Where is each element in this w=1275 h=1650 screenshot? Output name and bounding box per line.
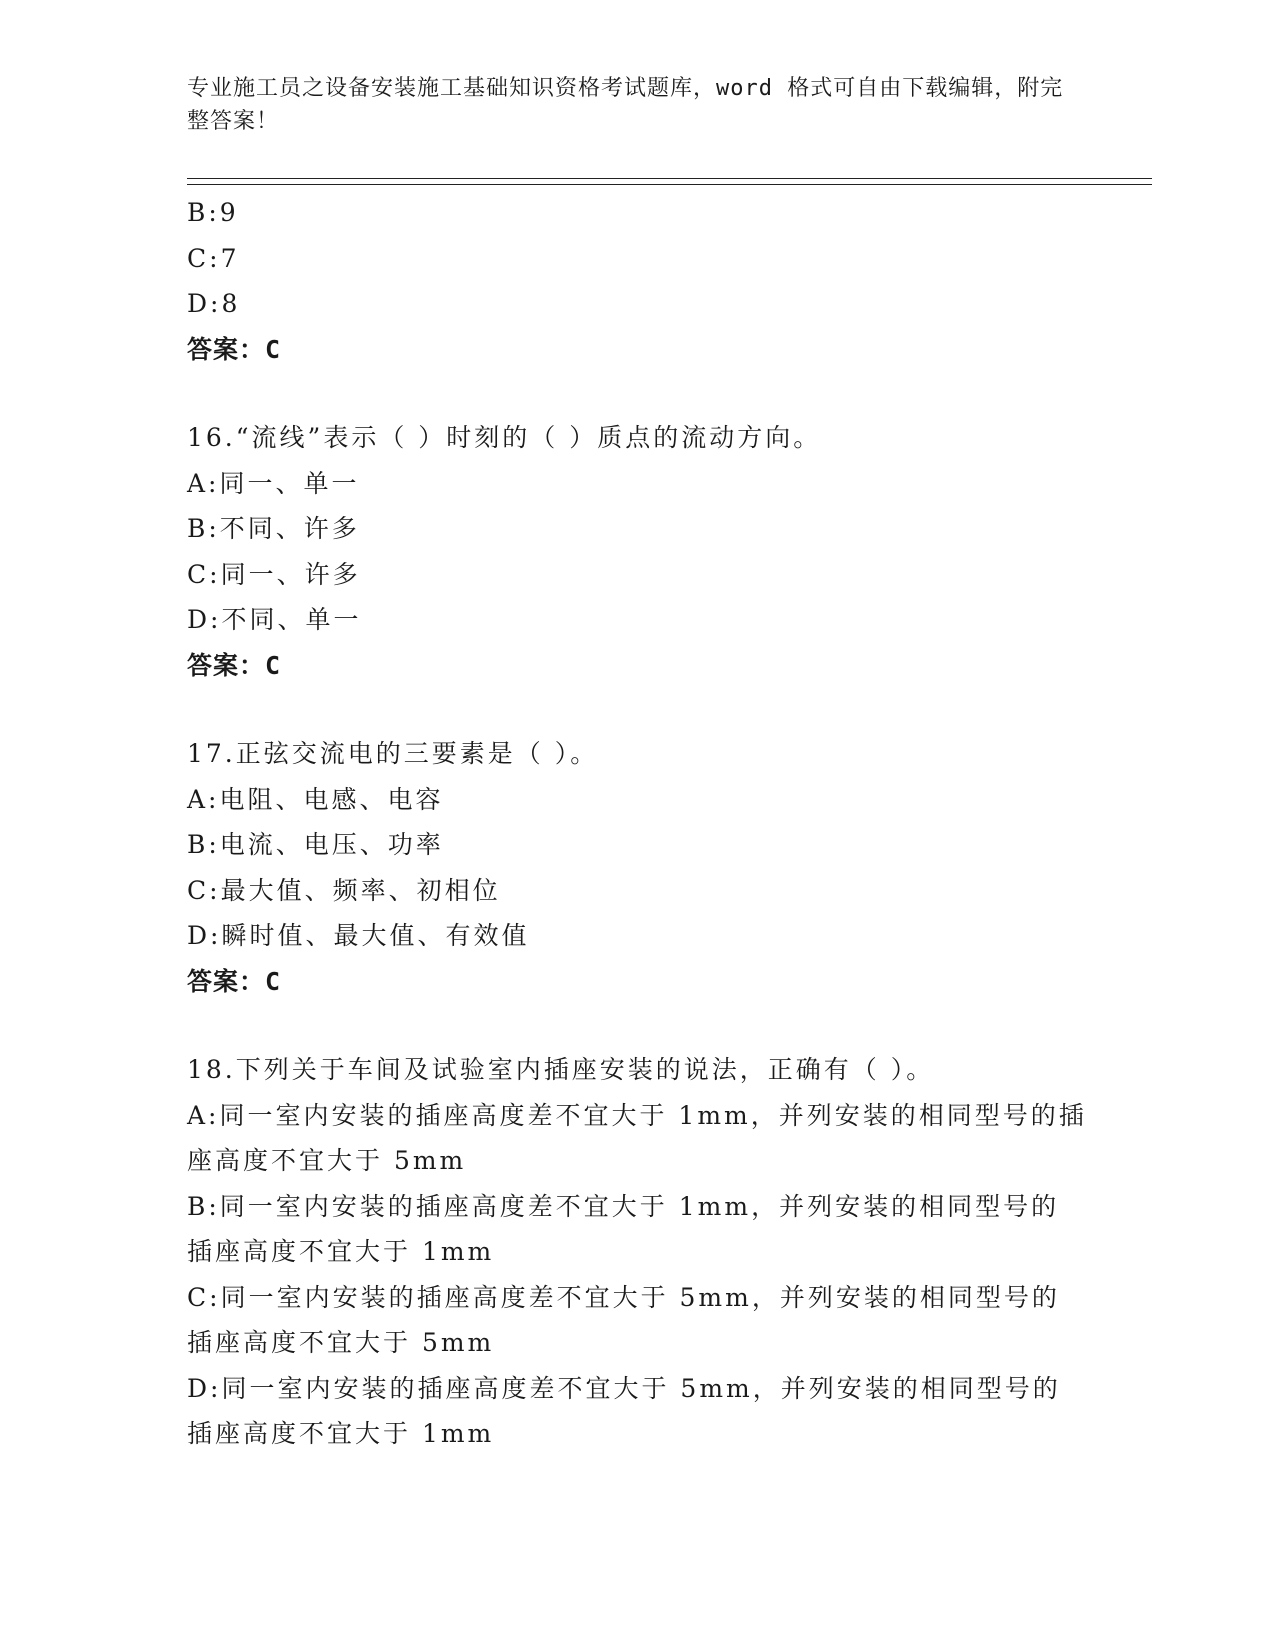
- option-b: B:电流、电压、功率: [187, 830, 444, 859]
- option-b: B:不同、许多: [187, 514, 360, 543]
- question-stem: 16.“流线”表示（ ）时刻的（ ）质点的流动方向。: [187, 423, 822, 452]
- option-d: D:瞬时值、最大值、有效值: [187, 921, 530, 950]
- document-title: 专业施工员之设备安装施工基础知识资格考试题库，word 格式可自由下载编辑，附完整答案！: [187, 76, 1064, 134]
- question-content: [187, 190, 1087, 1457]
- option-a: A:电阻、电感、电容: [187, 784, 444, 814]
- option-a: A:同一、单一: [187, 468, 360, 498]
- option-b: B:同一室内安装的插座高度差不宜大于 1mm，并列安装的相同型号的插座高度不宜大于 1mm: [187, 1191, 1060, 1266]
- answer-line: 答案：C: [187, 650, 282, 680]
- option-b: B:9: [187, 198, 239, 227]
- question-18: [187, 1047, 1087, 1457]
- question-stem: 18.下列关于车间及试验室内插座安装的说法，正确有（ ）。: [187, 1055, 935, 1084]
- answer-line: 答案：C: [187, 334, 282, 364]
- question-15-tail: [187, 190, 1087, 372]
- option-c: C:7: [187, 243, 240, 273]
- answer-line: 答案：C: [187, 966, 282, 996]
- document-header: [187, 72, 1067, 138]
- question-17: [187, 731, 1087, 1004]
- option-c: C:同一、许多: [187, 559, 361, 589]
- option-d: D:不同、单一: [187, 605, 362, 634]
- option-a: A:同一室内安装的插座高度差不宜大于 1mm，并列安装的相同型号的插座高度不宜大于 5mm: [187, 1100, 1087, 1175]
- question-stem: 17.正弦交流电的三要素是（ ）。: [187, 739, 599, 768]
- header-double-rule: [187, 178, 1152, 185]
- option-d: D:同一室内安装的插座高度差不宜大于 5mm，并列安装的相同型号的插座高度不宜大于 1mm: [187, 1373, 1061, 1448]
- option-c: C:最大值、频率、初相位: [187, 875, 501, 905]
- option-c: C:同一室内安装的插座高度差不宜大于 5mm，并列安装的相同型号的插座高度不宜大于 5mm: [187, 1282, 1060, 1357]
- option-d: D:8: [187, 289, 241, 318]
- question-16: [187, 415, 1087, 688]
